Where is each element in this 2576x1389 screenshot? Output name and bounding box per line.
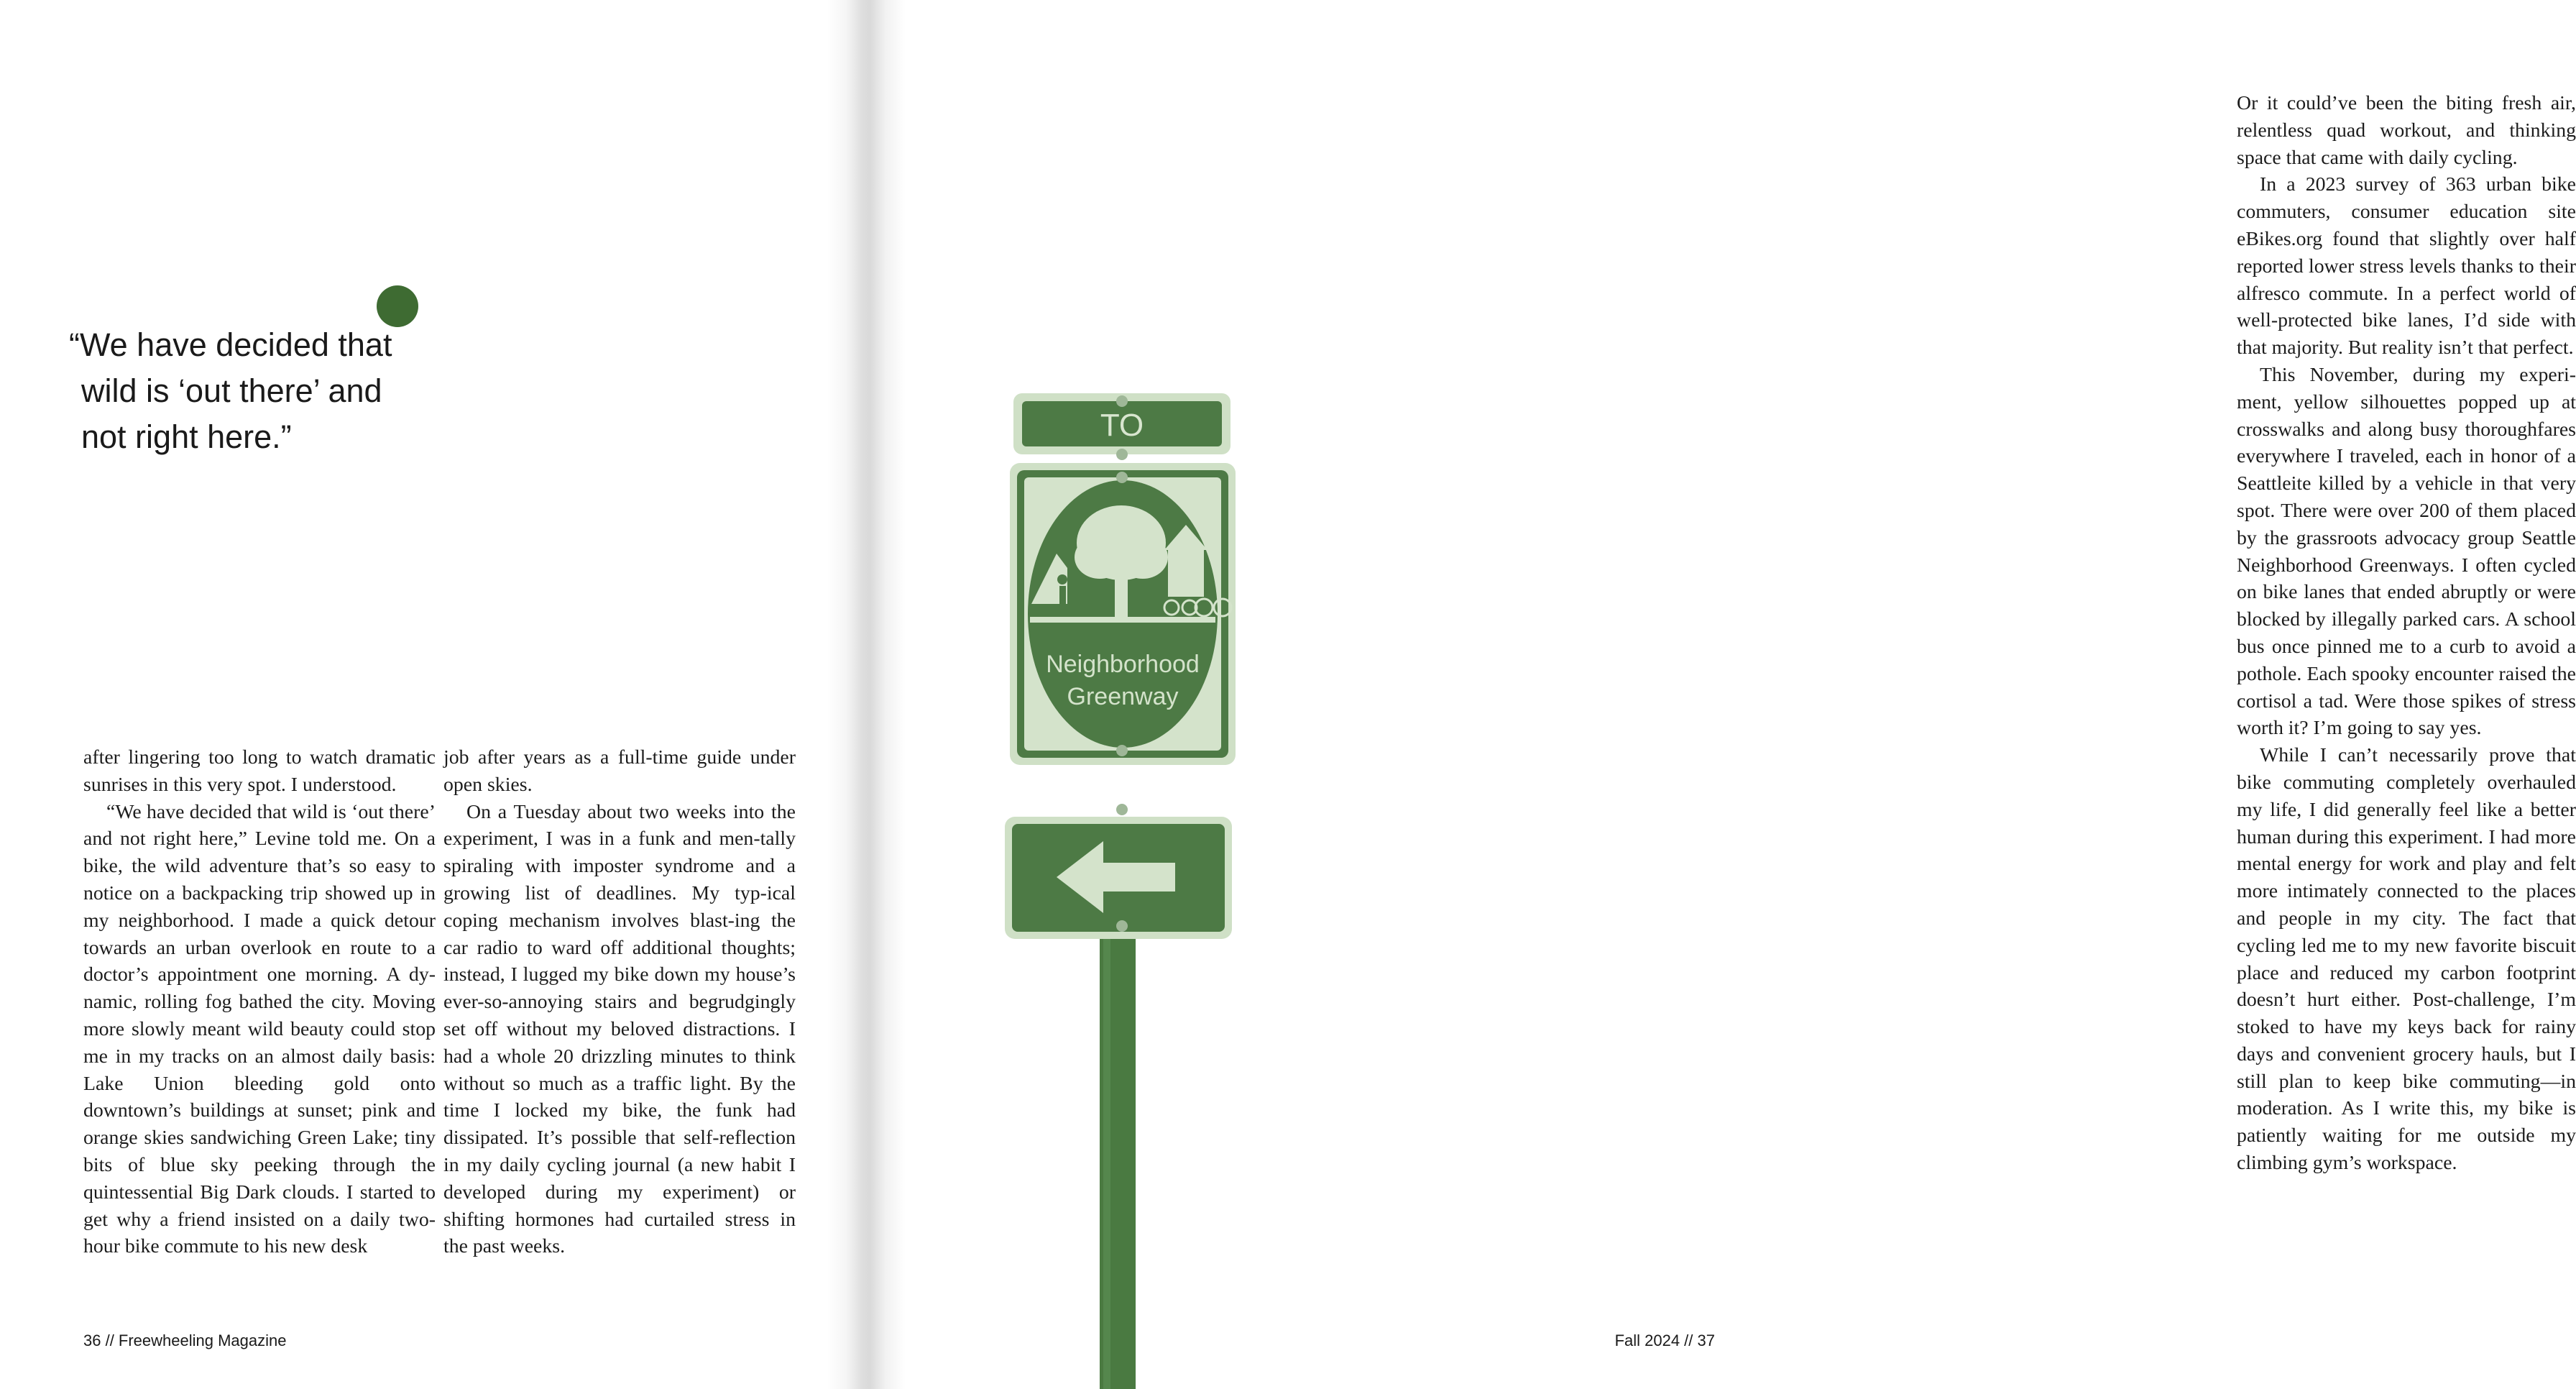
- column-2: [443, 744, 796, 1260]
- column-3: [2237, 90, 2576, 1177]
- folio-left: 36 // Freewheeling Magazine: [83, 1331, 287, 1349]
- sign-line-1: Neighborhood: [1046, 651, 1200, 678]
- folio-right: Fall 2024 // 37: [1614, 1331, 1715, 1349]
- col3-paragraph-2: In a 2023 survey of 363 urban bike commuters, consumer education site eBikes.org found that slightly over half reported lower stress levels thanks to their alfresco commute. In a perfect world of well-protected bike lanes, I’d side with that majority. But reality isn’t that perfect.: [2237, 173, 2576, 359]
- sign-to-label: TO: [1100, 408, 1144, 443]
- greenway-plate: [1010, 463, 1236, 765]
- arrow-plate: [1005, 817, 1232, 939]
- col2-paragraph-2: On a Tuesday about two weeks into the experiment, I was in a funk and men-tally spiraling with imposter syndrome and a growing list of deadlines. My typ-ical coping mechanism involves blast-ing the car radio to ward off additional thoughts; instead, I lugged my bike down my house’s ever-so-annoying stairs and begrudgingly set off without my beloved distractions. I had a whole 20 drizzling minutes to think without so much as a traffic light. By the time I locked my bike, the funk had dissipated. It’s possible that self-reflection in my daily cycling journal (a new habit I developed during my experiment) or shifting hormones had curtailed stress in the past weeks.: [443, 800, 796, 1258]
- col2-paragraph-1: job after years as a full-time guide under open skies.: [443, 746, 796, 796]
- green-dot-ornament: [377, 285, 418, 327]
- column-1: [83, 744, 436, 1260]
- pull-quote: “We have decided that wild is ‘out there’ and not right here.”: [69, 326, 392, 455]
- left-page: [0, 0, 855, 1389]
- col1-paragraph-1: after lingering too long to watch dramatic sunrises in this very spot. I understood.: [83, 746, 436, 796]
- col1-paragraph-2: “We have decided that wild is ‘out there’ and not right here,” Levine told me. On a bike, the wild adventure that’s so easy to notice on a backpacking trip showed up in my neighborhood. I made a quick detour towards an urban overlook en route to a doctor’s appointment one morning. A dy-namic, rolling fog bathed the city. Moving more slowly meant wild beauty could stop me in my tracks on an almost daily basis: Lake Union bleeding gold onto downtown’s buildings at sunset; pink and orange skies sandwiching Green Lake; tiny bits of blue sky peeking through the quintessential Big Dark clouds. I started to get why a friend insisted on a daily two-hour bike commute to his new desk: [83, 800, 436, 1258]
- col3-paragraph-4: While I can’t necessarily prove that bike commuting completely overhauled my life, I did generally feel like a better human during this experiment. I had more mental energy for work and play and felt more intimately connected to the places and people in my city. The fact that cycling led me to my new favorite biscuit place and reduced my carbon footprint doesn’t hurt either. Post-challenge, I’m stoked to have my keys back for rainy days and convenient grocery hauls, but I still plan to keep bike commuting—in moderation. As I write this, my bike is patiently waiting for me outside my climbing gym’s workspace.: [2237, 744, 2576, 1175]
- sign-line-2: Greenway: [1067, 683, 1179, 710]
- col3-paragraph-1: Or it could’ve been the biting fresh air, relentless quad workout, and thinking space that came with daily cycling.: [2237, 92, 2576, 169]
- greenway-sign-photo: [995, 388, 1247, 1389]
- col3-paragraph-3: This November, during my experi-ment, yellow silhouettes popped up at crosswalks and along busy thoroughfares everywhere I traveled, each in honor of a Seattleite killed by a vehicle in that very spot. There were over 200 of them placed by the grassroots advocacy group Seattle Neighborhood Greenways. I often cycled on bike lanes that ended abruptly or were blocked by illegally parked cars. A school bus once pinned me to a curb to avoid a pothole. Each spooky encounter raised the cortisol a tad. Were those spikes of stress worth it? I’m going to say yes.: [2237, 363, 2576, 740]
